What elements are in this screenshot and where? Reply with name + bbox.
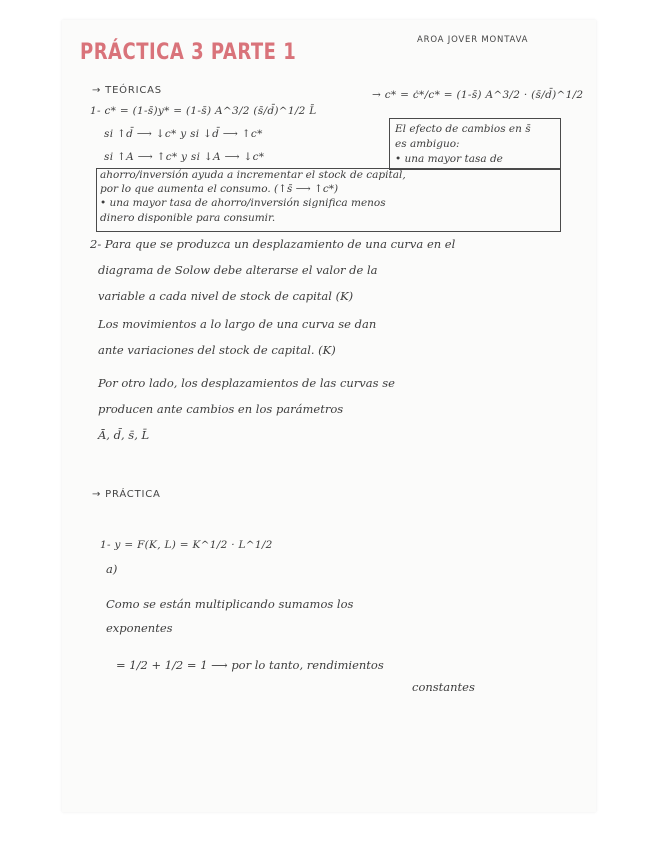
author-name: AROA JOVER MONTAVA [417, 35, 529, 45]
practica-part-a: a) [106, 562, 118, 576]
box2-line4: dinero disponible para consumir. [100, 212, 276, 224]
q2-line4: Los movimientos a lo largo de una curva se dan [98, 317, 377, 331]
q2-line5: ante variaciones del stock de capital. (K) [98, 343, 336, 357]
q2-parameters: Ā, d̄, s̄, L̄ [98, 428, 150, 442]
practica-line1: Como se están multiplicando sumamos los [106, 597, 354, 611]
q1-equation-left: 1- c* = (1-s̄)y* = (1-s̄) A^3/2 (s̄/d̄)^1/2 L̄ [90, 105, 317, 117]
q2-line3: variable a cada nivel de stock de capital (K) [98, 289, 354, 303]
q1-line-a: si ↑A ⟶ ↑c* y si ↓A ⟶ ↓c* [104, 151, 265, 163]
section-practica: → PRÁCTICA [92, 489, 161, 500]
q1-line-d: si ↑d̄ ⟶ ↓c* y si ↓d̄ ⟶ ↑c* [104, 128, 263, 140]
box2-line2: por lo que aumenta el consumo. (↑s̄ ⟶ ↑c*) [100, 183, 339, 195]
box2-line1: ahorro/inversión ayuda a incrementar el stock de capital, [100, 169, 406, 181]
section-teoricas: → TEÓRICAS [92, 85, 162, 96]
box1-line3: • una mayor tasa de [395, 153, 503, 165]
practica-line3: = 1/2 + 1/2 = 1 ⟶ por lo tanto, rendimientos [116, 658, 384, 672]
q2-line6: Por otro lado, los desplazamientos de las curvas se [98, 376, 395, 390]
q2-line1: 2- Para que se produzca un desplazamiento de una curva en el [90, 237, 456, 251]
box1-line1: El efecto de cambios en s̄ [395, 123, 531, 135]
box2-line3: • una mayor tasa de ahorro/inversión significa menos [100, 197, 386, 209]
practica-line4: constantes [412, 680, 475, 694]
q2-line2: diagrama de Solow debe alterarse el valor de la [98, 263, 378, 277]
practica-equation: 1- y = F(K, L) = K^1/2 · L^1/2 [100, 539, 273, 551]
page-title: PRÁCTICA 3 PARTE 1 [80, 39, 297, 66]
q1-equation-right: → c* = ċ*/c* = (1-s̄) A^3/2 · (s̄/d̄)^1/2 [372, 89, 584, 101]
q2-line7: producen ante cambios en los parámetros [98, 402, 344, 416]
box1-line2: es ambiguo: [395, 138, 460, 150]
practica-line2: exponentes [106, 621, 173, 635]
